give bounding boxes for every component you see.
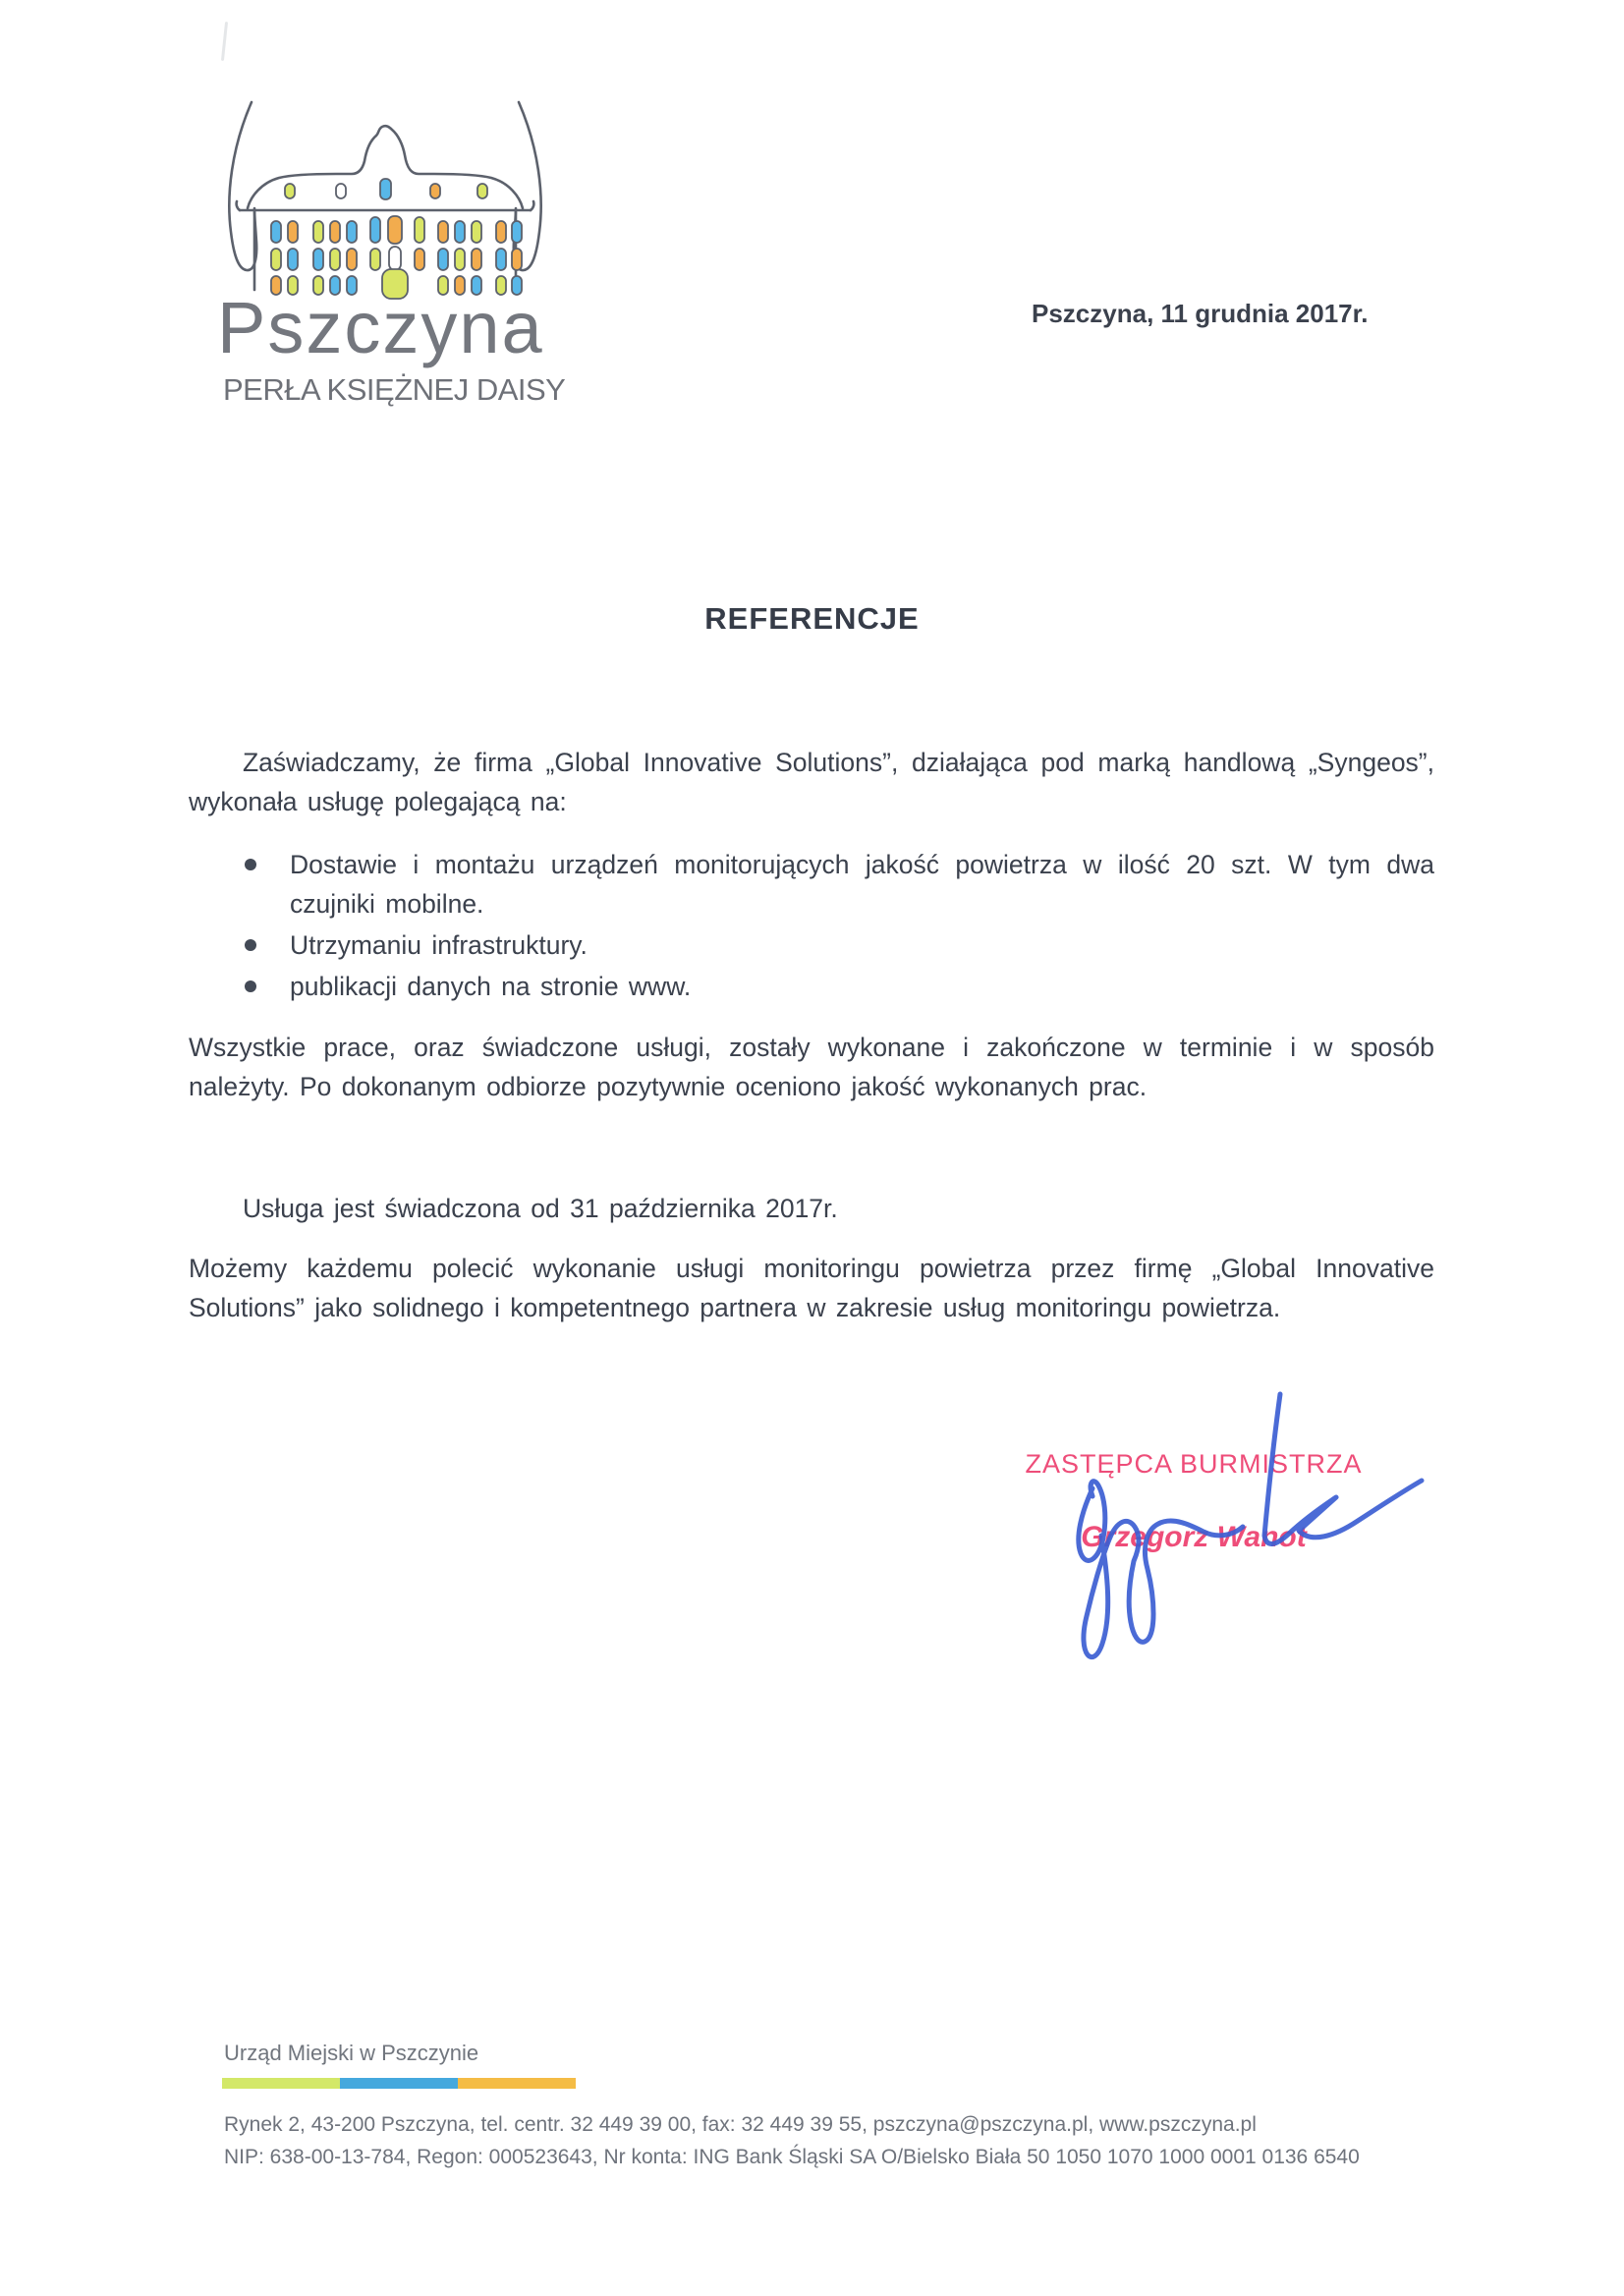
letter-body <box>189 743 1434 1327</box>
castle-illustration <box>218 96 552 305</box>
stamp-name: Grzegorz Wanot <box>1081 1521 1307 1553</box>
list-item <box>189 925 1434 965</box>
list-item-text: publikacji danych na stronie www. <box>290 972 692 1001</box>
date-line: Pszczyna, 11 grudnia 2017r. <box>1032 299 1369 328</box>
footer-bar-lime <box>222 2078 340 2089</box>
left-bracket <box>229 102 256 270</box>
footer-bar-blue <box>340 2078 458 2089</box>
list-item-text: Utrzymaniu infrastruktury. <box>290 930 588 960</box>
footer-registry-line: NIP: 638-00-13-784, Regon: 000523643, Nr konta: ING Bank Śląski SA O/Bielsko Biała 50 1050 1070 1000 0001 0136 6540 <box>224 2146 1360 2168</box>
bullet-list <box>189 845 1434 1006</box>
footer-address-line: Rynek 2, 43-200 Pszczyna, tel. centr. 32 449 39 00, fax: 32 449 39 55, pszczyna@pszczyna.pl, www.pszczyna.pl <box>224 2113 1257 2136</box>
bullet-icon <box>245 980 256 992</box>
castle-windows <box>271 179 522 299</box>
handwritten-signature <box>997 1390 1429 1690</box>
list-item <box>189 967 1434 1006</box>
paragraph-recommendation: Możemy każdemu polecić wykonanie usługi monitoringu powietrza przez firmę „Global Innovative Solutions” jako solidnego i kompetentnego partnera w zakresie usług monitoringu powietrza. <box>189 1254 1434 1322</box>
logo-tagline: PERŁA KSIĘŻNEJ DAISY <box>223 372 566 407</box>
logo-wordmark: Pszczyna <box>217 287 544 368</box>
footer-color-bar <box>222 2078 576 2089</box>
footer-org: Urząd Miejski w Pszczynie <box>224 2041 479 2065</box>
paragraph-intro: Zaświadczamy, że firma „Global Innovative Solutions”, działająca pod marką handlową „Syngeos”, wykonała usługę polegającą na: <box>189 748 1434 816</box>
bullet-icon <box>245 939 256 951</box>
document-title: REFERENCJE <box>704 601 920 636</box>
right-bracket <box>514 102 541 270</box>
paragraph-service-date: Usługa jest świadczona od 31 października 2017r. <box>243 1194 838 1223</box>
stamp-title: ZASTĘPCA BURMISTRZA <box>1025 1449 1363 1479</box>
signature-block <box>997 1390 1429 1690</box>
footer-bar-orange <box>458 2078 576 2089</box>
list-item-text: Dostawie i montażu urządzeń monitorujących jakość powietrza w ilość 20 szt. W tym dwa czujniki mobilne. <box>290 850 1434 919</box>
bullet-icon <box>245 859 256 870</box>
list-item <box>189 845 1434 924</box>
paragraph-summary: Wszystkie prace, oraz świadczone usługi, zostały wykonane i zakończone w terminie i w sposób należyty. Po dokonanym odbiorze pozytywnie oceniono jakość wykonanych prac. <box>189 1033 1434 1101</box>
scan-artifact <box>221 22 228 61</box>
